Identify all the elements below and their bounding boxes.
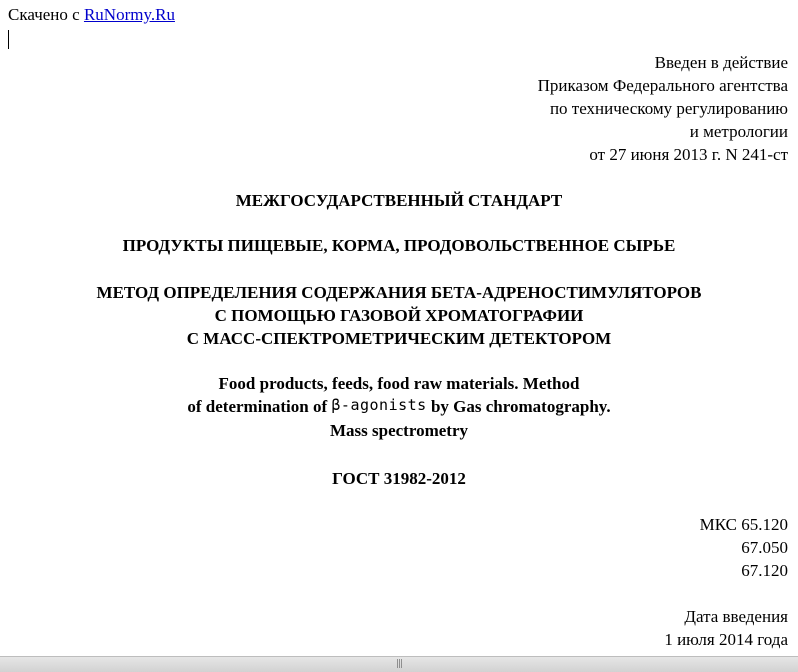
horizontal-scrollbar[interactable]	[0, 656, 798, 672]
enactment-line: по техническому регулированию	[549, 99, 788, 118]
source-prefix: Скачено с	[8, 5, 84, 24]
english-title	[0, 372, 798, 442]
english-title-line	[0, 395, 798, 419]
runormy-link[interactable]: RuNormy.Ru	[83, 5, 175, 24]
english-title-part: of determination of	[187, 397, 332, 416]
gost-number: ГОСТ 31982-2012	[332, 469, 466, 488]
intro-date-block	[664, 605, 788, 651]
subject-heading: ПРОДУКТЫ ПИЩЕВЫЕ, КОРМА, ПРОДОВОЛЬСТВЕННОЕ СЫРЬЕ	[122, 236, 676, 255]
english-title-line: Mass spectrometry	[329, 421, 468, 440]
source-line	[8, 5, 175, 25]
intro-date-value: 1 июля 2014 года	[664, 630, 788, 649]
standard-type-heading: МЕЖГОСУДАРСТВЕННЫЙ СТАНДАРТ	[235, 191, 563, 210]
intro-date-label: Дата введения	[684, 607, 788, 626]
english-title-line: Food products, feeds, food raw materials. Method	[218, 374, 580, 393]
mks-line: 67.120	[741, 561, 788, 580]
enactment-line: от 27 июня 2013 г. N 241-ст	[589, 145, 788, 164]
method-heading-line: С МАСС-СПЕКТРОМЕТРИЧЕСКИМ ДЕТЕКТОРОМ	[186, 329, 612, 348]
enactment-block	[538, 51, 788, 166]
enactment-line: и метрологии	[689, 122, 788, 141]
mks-line: МКС 65.120	[699, 515, 788, 534]
method-heading	[0, 281, 798, 350]
enactment-line: Приказом Федерального агентства	[537, 76, 788, 95]
method-heading-line: МЕТОД ОПРЕДЕЛЕНИЯ СОДЕРЖАНИЯ БЕТА-АДРЕНОСТИМУЛЯТОРОВ	[96, 283, 702, 302]
scrollbar-thumb-grip-icon[interactable]: |||	[395, 659, 403, 669]
enactment-line: Введен в действие	[654, 53, 788, 72]
mks-line: 67.050	[741, 538, 788, 557]
mks-block	[700, 513, 788, 582]
method-heading-line: С ПОМОЩЬЮ ГАЗОВОЙ ХРОМАТОГРАФИИ	[214, 306, 584, 325]
beta-agonists-term: β-agonists	[331, 396, 427, 414]
text-cursor	[8, 30, 9, 49]
english-title-part: by Gas chromatography.	[426, 397, 611, 416]
